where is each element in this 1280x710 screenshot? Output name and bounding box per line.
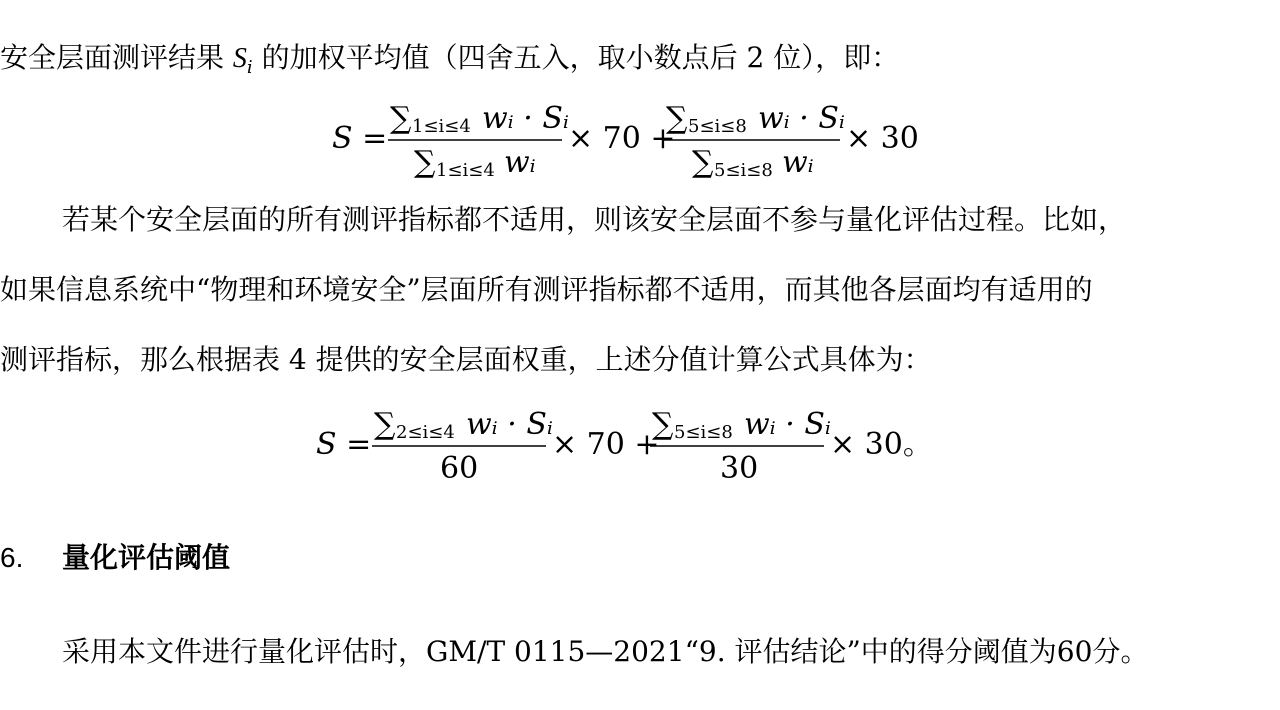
eq1-num2-body: wᵢ · Sᵢ: [758, 101, 845, 136]
eq2-lhs: S =: [316, 427, 372, 462]
eq1-mult1: × 70 +: [568, 121, 676, 156]
paragraph-body-line-1: 若某个安全层面的所有测评指标都不适用，则该安全层面不参与量化评估过程。比如，: [62, 203, 1127, 236]
eq2-den1: 60: [440, 451, 479, 486]
eq1-num1-body: wᵢ · Sᵢ: [482, 101, 569, 136]
eq2-mult1: × 70 +: [552, 427, 660, 462]
section-number: 6.: [0, 542, 24, 573]
eq1-den1-range: 1≤i≤4: [436, 160, 495, 181]
eq1-mult2: × 30: [846, 121, 919, 156]
intro-variable-subscript: i: [246, 57, 253, 78]
eq2-num2-range: 5≤i≤8: [674, 422, 733, 443]
eq1-den1-sigma: ∑: [414, 145, 436, 180]
eq2-num1-range: 2≤i≤4: [396, 422, 455, 443]
section-heading: [0, 540, 231, 576]
eq1-den2-range: 5≤i≤8: [714, 160, 773, 181]
eq2-mult2: × 30。: [830, 427, 933, 462]
eq1-den2-sigma: ∑: [692, 145, 714, 180]
eq2-num1-body: wᵢ · Sᵢ: [466, 407, 553, 442]
eq2-num1-sigma: ∑: [374, 407, 396, 442]
paragraph-body-line-2: 如果信息系统中“物理和环境安全”层面所有测评指标都不适用，而其他各层面均有适用的: [0, 273, 1093, 306]
intro-text-after: 的加权平均值（四舍五入，取小数点后 2 位），即：: [252, 41, 900, 74]
eq2-den2: 30: [720, 451, 759, 486]
eq2-num2-sigma: ∑: [652, 407, 674, 442]
eq1-num1-sigma: ∑: [390, 101, 412, 136]
paragraph-threshold: 采用本文件进行量化评估时，GM/T 0115—2021“9. 评估结论”中的得分阈值为60分。: [62, 635, 1149, 668]
intro-text-before: 安全层面测评结果: [0, 41, 233, 74]
eq1-num1-range: 1≤i≤4: [412, 116, 471, 137]
intro-variable: S: [232, 43, 247, 74]
eq1-den2-body: wᵢ: [782, 145, 814, 180]
section-title: 量化评估阈值: [62, 541, 231, 574]
eq1-num2-sigma: ∑: [666, 101, 688, 136]
eq2-num2-body: wᵢ · Sᵢ: [744, 407, 831, 442]
eq1-num2-range: 5≤i≤8: [688, 116, 747, 137]
eq1-den1-body: wᵢ: [504, 145, 536, 180]
paragraph-body-line-3: 测评指标，那么根据表 4 提供的安全层面权重，上述分值计算公式具体为：: [0, 343, 932, 376]
eq1-lhs: S =: [332, 121, 388, 156]
